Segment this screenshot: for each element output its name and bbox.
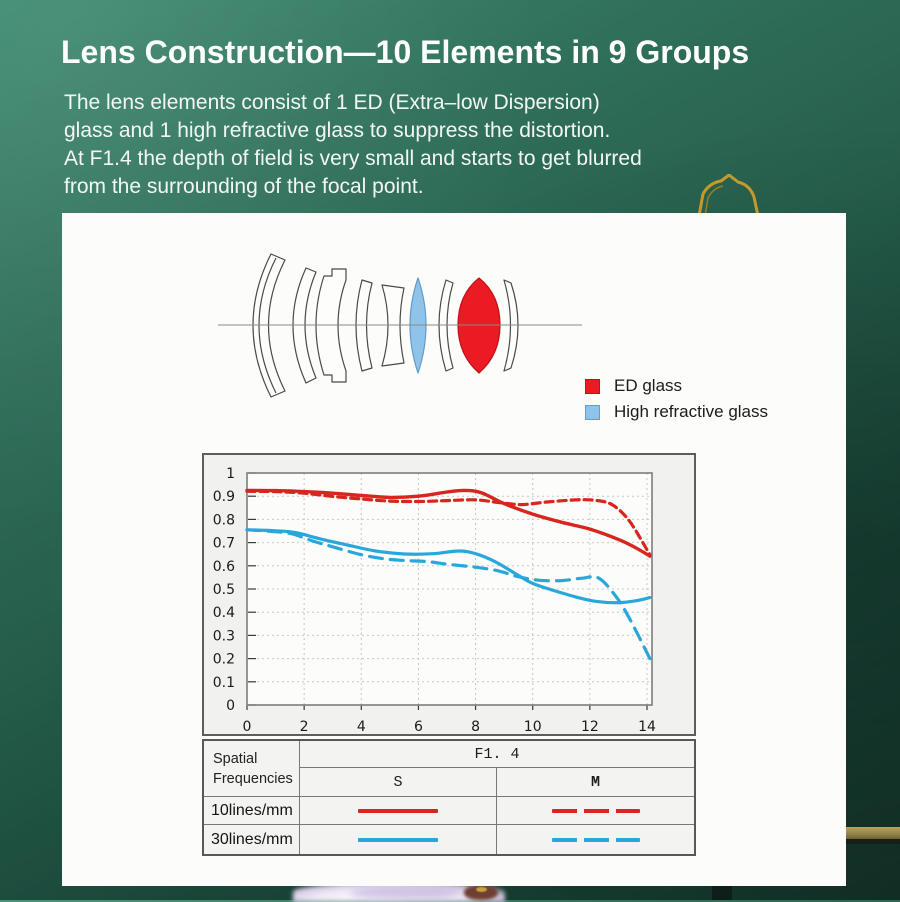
description-line: from the surrounding of the focal point.	[64, 175, 424, 198]
high-refractive-swatch-icon	[585, 405, 600, 420]
x-tick-label: 6	[413, 719, 423, 734]
legend-label: ED glass	[614, 376, 683, 395]
table-row-label-10lines: 10lines/mm	[204, 797, 300, 825]
y-tick-label: 0.8	[212, 512, 235, 529]
y-tick-label: 0.1	[212, 674, 235, 691]
legend-item-high-refractive	[585, 399, 768, 425]
y-tick-label: 0	[226, 698, 235, 714]
lens-construction-diagram	[212, 252, 588, 400]
solid-blue-line-swatch	[358, 838, 438, 842]
x-tick-label: 12	[580, 719, 599, 734]
x-tick-label: 2	[299, 719, 309, 734]
table-row-header	[204, 741, 300, 797]
lens-legend	[585, 373, 768, 425]
y-tick-label: 0.4	[212, 605, 235, 622]
solid-red-line-swatch	[358, 809, 438, 813]
page-title: Lens Construction—10 Elements in 9 Groups	[61, 34, 750, 70]
table-row-label-30lines: 30lines/mm	[204, 825, 300, 854]
y-tick-label: 0.6	[212, 558, 235, 575]
table-col-header-m: M	[497, 768, 694, 797]
x-tick-label: 8	[471, 719, 481, 734]
background-flower-shadow	[350, 886, 460, 900]
dashed-blue-line-swatch	[552, 838, 640, 842]
x-tick-label: 4	[356, 719, 366, 734]
x-tick-label: 10	[523, 719, 542, 734]
row-header-line: Frequencies	[213, 770, 293, 787]
gold-ornament-icon	[696, 174, 766, 216]
description-line: At F1.4 the depth of field is very small and starts to get blurred	[64, 147, 642, 170]
content-panel	[62, 213, 846, 886]
y-tick-label: 1	[226, 466, 235, 482]
row-header-line: Spatial	[213, 750, 258, 767]
gold-table-edge	[845, 827, 900, 839]
background-gold-dot	[476, 887, 487, 892]
x-tick-label: 0	[242, 719, 252, 734]
legend-label: High refractive glass	[614, 402, 769, 421]
y-tick-label: 0.2	[212, 651, 235, 668]
mtf-chart	[202, 453, 696, 736]
y-tick-label: 0.9	[212, 489, 235, 506]
y-tick-label: 0.3	[212, 628, 235, 645]
ed-glass-swatch-icon	[585, 379, 600, 394]
x-tick-label: 14	[638, 719, 656, 734]
description-text	[64, 89, 642, 201]
table-aperture-header: F1. 4	[300, 741, 694, 768]
y-tick-label: 0.5	[212, 582, 235, 598]
mtf-chart-plot	[204, 455, 694, 734]
table-col-header-s: S	[300, 768, 497, 797]
legend-item-ed	[585, 373, 768, 399]
background-lamp-pole	[712, 884, 732, 900]
description-line: glass and 1 high refractive glass to suppress the distortion.	[64, 119, 611, 142]
dashed-red-line-swatch	[552, 809, 640, 813]
swatch-cell-30lines-m	[497, 825, 694, 854]
swatch-cell-30lines-s	[300, 825, 497, 854]
swatch-cell-10lines-s	[300, 797, 497, 825]
table-shadow-line	[845, 839, 900, 844]
description-line: The lens elements consist of 1 ED (Extra–low Dispersion)	[64, 91, 600, 114]
mtf-table	[202, 739, 696, 856]
swatch-cell-10lines-m	[497, 797, 694, 825]
y-tick-label: 0.7	[212, 535, 235, 552]
